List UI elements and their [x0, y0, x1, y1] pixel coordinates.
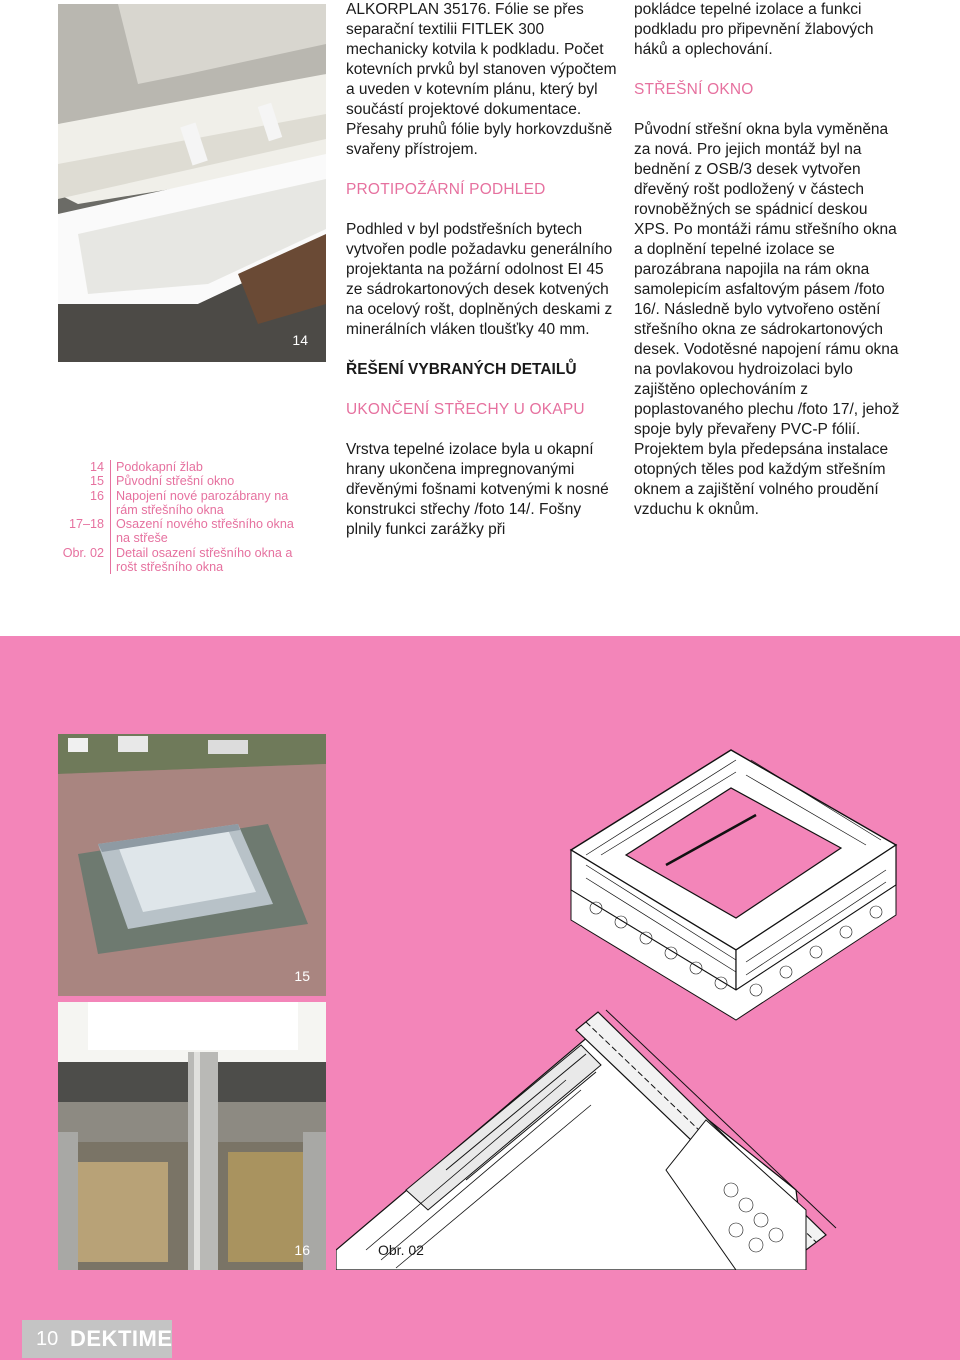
technical-drawing — [336, 650, 956, 1270]
photo-number-15: 15 — [294, 968, 310, 984]
photo-number-16: 16 — [294, 1242, 310, 1258]
photo-gutter — [58, 4, 326, 362]
caption-item: 17–18 Osazení nového střešního okna na střeše — [58, 517, 308, 546]
caption-item: 14 Podokapní žlab — [58, 460, 308, 474]
page-number: 10 — [36, 1328, 59, 1350]
paragraph: Původní střešní okna byla vyměněna za nová. Pro jejich montáž byl na bednění z OSB/3 desek vytvořen dřevěný rošt podložený v částech rovnoběžných se spádnicí deskou XPS. Po montáži rámu střešního okna a doplnění tepelné izolace se parozábrana napojila na rám okna samolepicím asfaltovým pásem /foto 16/. Následně bylo vytvořeno ostění střešního okna ze sádrokartonových desek. Vodotěsné napojení rámu okna na povlakovou hydroizolaci bylo zajištěno oplechováním z poplastovaného plechu /foto 17/, jehož spoje byly převařeny PVC-P fólií. Projektem byla předepsána instalace otopných těles pod každým střešním oknem a zajištění volného proudění vzduchu k oknům. — [634, 121, 900, 518]
paragraph: ALKORPLAN 35176. Fólie se přes separační textilii FITLEK 300 mechanicky kotvila k podkladu. Počet kotevních prvků byl stanoven výpočtem a uveden v kotevním plánu, který byl součástí projektové dokumentace. Přesahy pruhů fólie byly horkovzdušně svařeny přístrojem. — [346, 1, 617, 158]
caption-item: Obr. 02 Detail osazení střešního okna a rošt střešního okna — [58, 546, 308, 575]
figure-label: Obr. 02 — [378, 1242, 424, 1258]
caption-item: 16 Napojení nové parozábrany na rám střešního okna — [58, 489, 308, 518]
photo-old-roof-window — [58, 734, 326, 996]
paragraph: Vrstva tepelné izolace byla u okapní hrany ukončena impregnovanými dřevěnými fošnami kotvenými k nosné konstrukci střechy /foto 14/. Fošny plnily funkci zarážky při — [346, 441, 609, 538]
paragraph: pokládce tepelné izolace a funkci podkladu pro připevnění žlabových háků a oplechování. — [634, 1, 874, 58]
photo-number-14: 14 — [292, 332, 308, 348]
article-column-2 — [346, 0, 618, 540]
caption-list — [58, 460, 308, 574]
section-heading: PROTIPOŽÁRNÍ PODHLED — [346, 181, 546, 198]
section-heading: STŘEŠNÍ OKNO — [634, 81, 754, 98]
section-heading: UKONČENÍ STŘECHY U OKAPU — [346, 401, 585, 418]
article-column-3 — [634, 0, 906, 520]
paragraph: Podhled v byl podstřešních bytech vytvořen podle požadavku generálního projektanta na požární odolnost EI 45 ze sádrokartonových desek kotvených na ocelový rošt, doplněných deskami z minerálních vláken tloušťky 40 mm. — [346, 221, 613, 338]
section-heading-bold: ŘEŠENÍ VYBRANÝCH DETAILŮ — [346, 361, 577, 378]
caption-item: 15 Původní střešní okno — [58, 474, 308, 488]
brand-logo: DEKTIME — [70, 1326, 173, 1351]
photo-vapor-barrier — [58, 1002, 326, 1270]
